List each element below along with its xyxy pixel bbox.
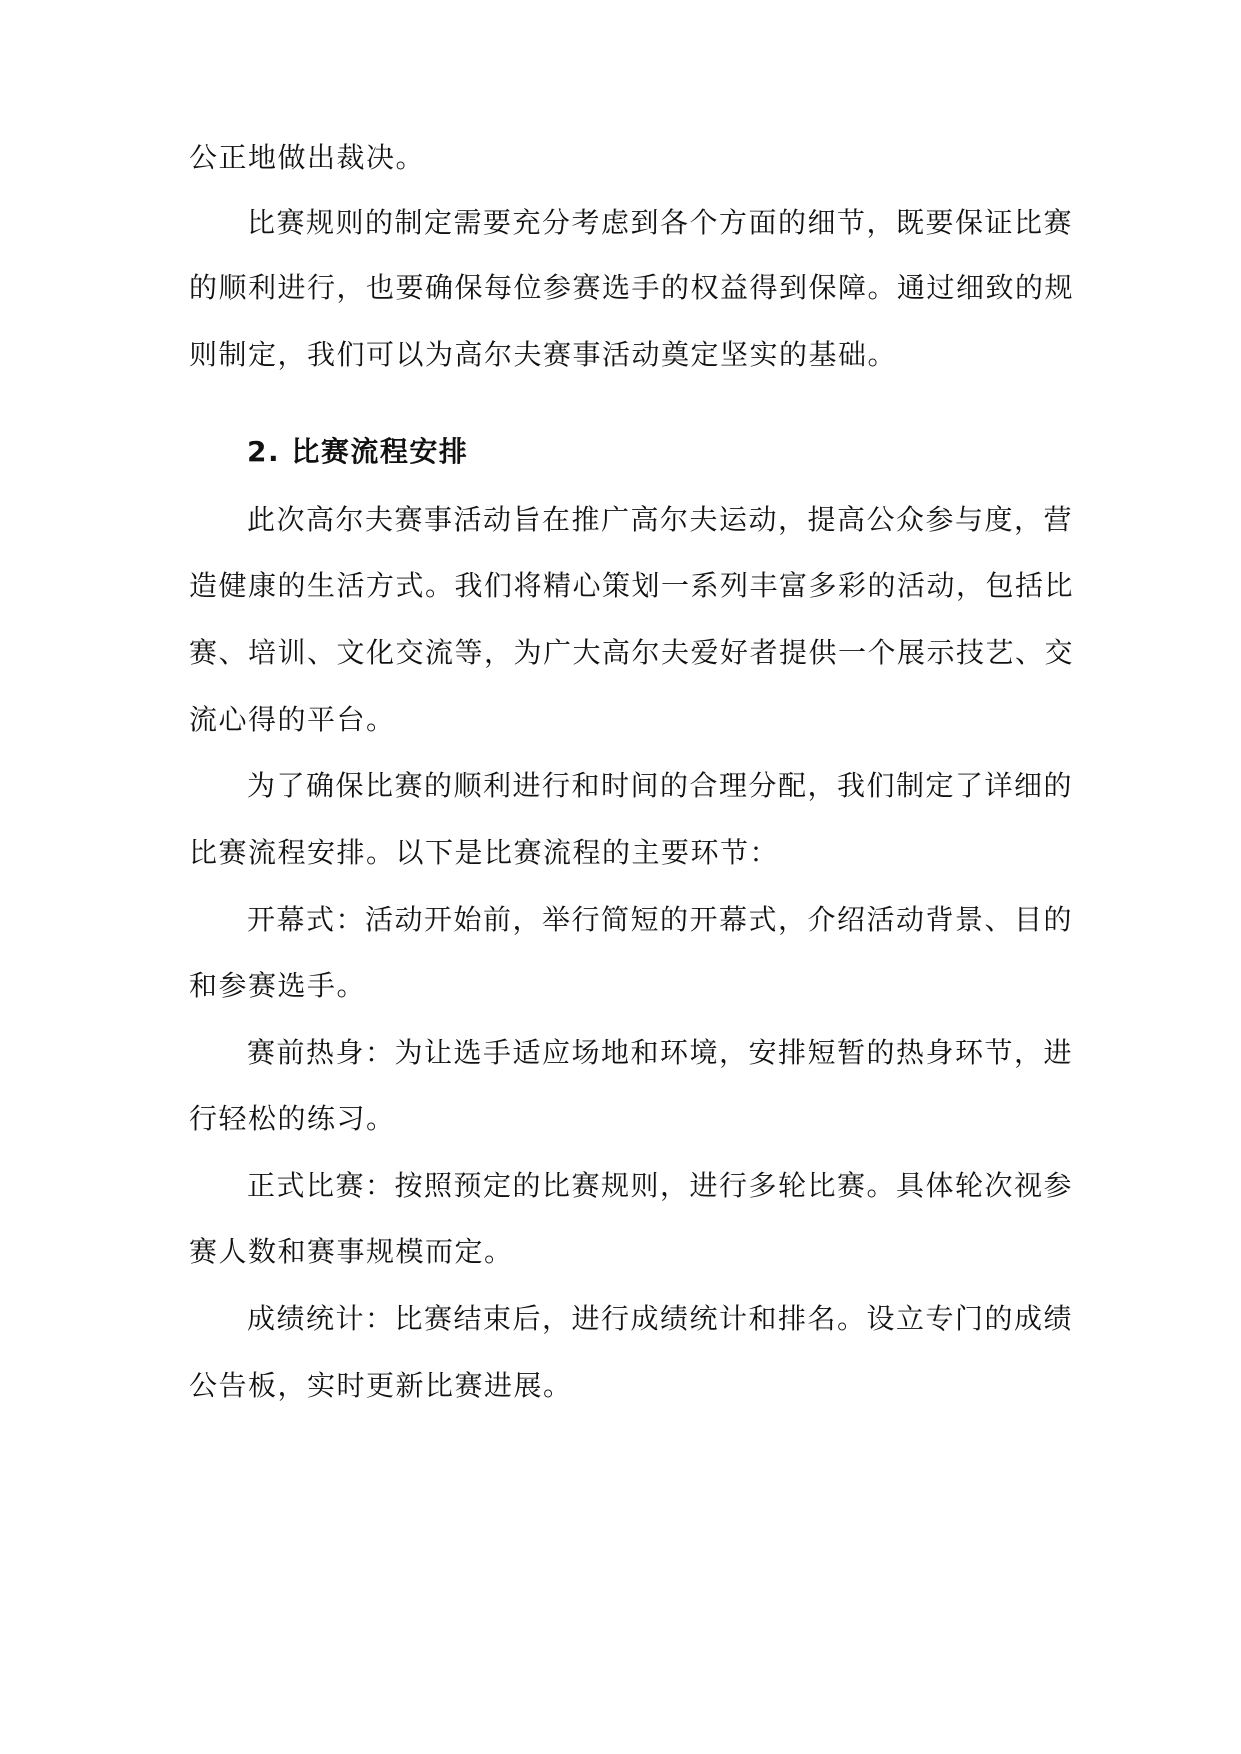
paragraph-line: 的顺利进行，也要确保每位参赛选手的权益得到保障。通过细致的规 [189,271,1075,304]
paragraph-line: 造健康的生活方式。我们将精心策划一系列丰富多彩的活动，包括比 [189,569,1075,602]
paragraph-line: 则制定，我们可以为高尔夫赛事活动奠定坚实的基础。 [189,338,898,371]
paragraph-line: 行轻松的练习。 [189,1102,396,1135]
paragraph-line: 正式比赛：按照预定的比赛规则，进行多轮比赛。具体轮次视参 [247,1169,1074,1202]
paragraph-line: 成绩统计：比赛结束后，进行成绩统计和排名。设立专门的成绩 [247,1302,1074,1335]
paragraph-line: 赛人数和赛事规模而定。 [189,1235,514,1268]
paragraph-line: 为了确保比赛的顺利进行和时间的合理分配，我们制定了详细的 [247,769,1074,802]
section-heading: 2. 比赛流程安排 [247,435,469,468]
paragraph-line: 比赛规则的制定需要充分考虑到各个方面的细节，既要保证比赛 [247,206,1074,239]
paragraph-line: 公正地做出裁决。 [189,141,426,174]
paragraph-line: 流心得的平台。 [189,703,396,736]
paragraph-line: 公告板，实时更新比赛进展。 [189,1369,573,1402]
paragraph-line: 赛、培训、文化交流等，为广大高尔夫爱好者提供一个展示技艺、交 [189,636,1075,669]
paragraph-line: 开幕式：活动开始前，举行简短的开幕式，介绍活动背景、目的 [247,903,1074,936]
paragraph-line: 此次高尔夫赛事活动旨在推广高尔夫运动，提高公众参与度，营 [247,503,1074,536]
paragraph-line: 比赛流程安排。以下是比赛流程的主要环节： [189,836,780,869]
paragraph-line: 赛前热身：为让选手适应场地和环境，安排短暂的热身环节，进 [247,1036,1074,1069]
paragraph-line: 和参赛选手。 [189,969,367,1002]
